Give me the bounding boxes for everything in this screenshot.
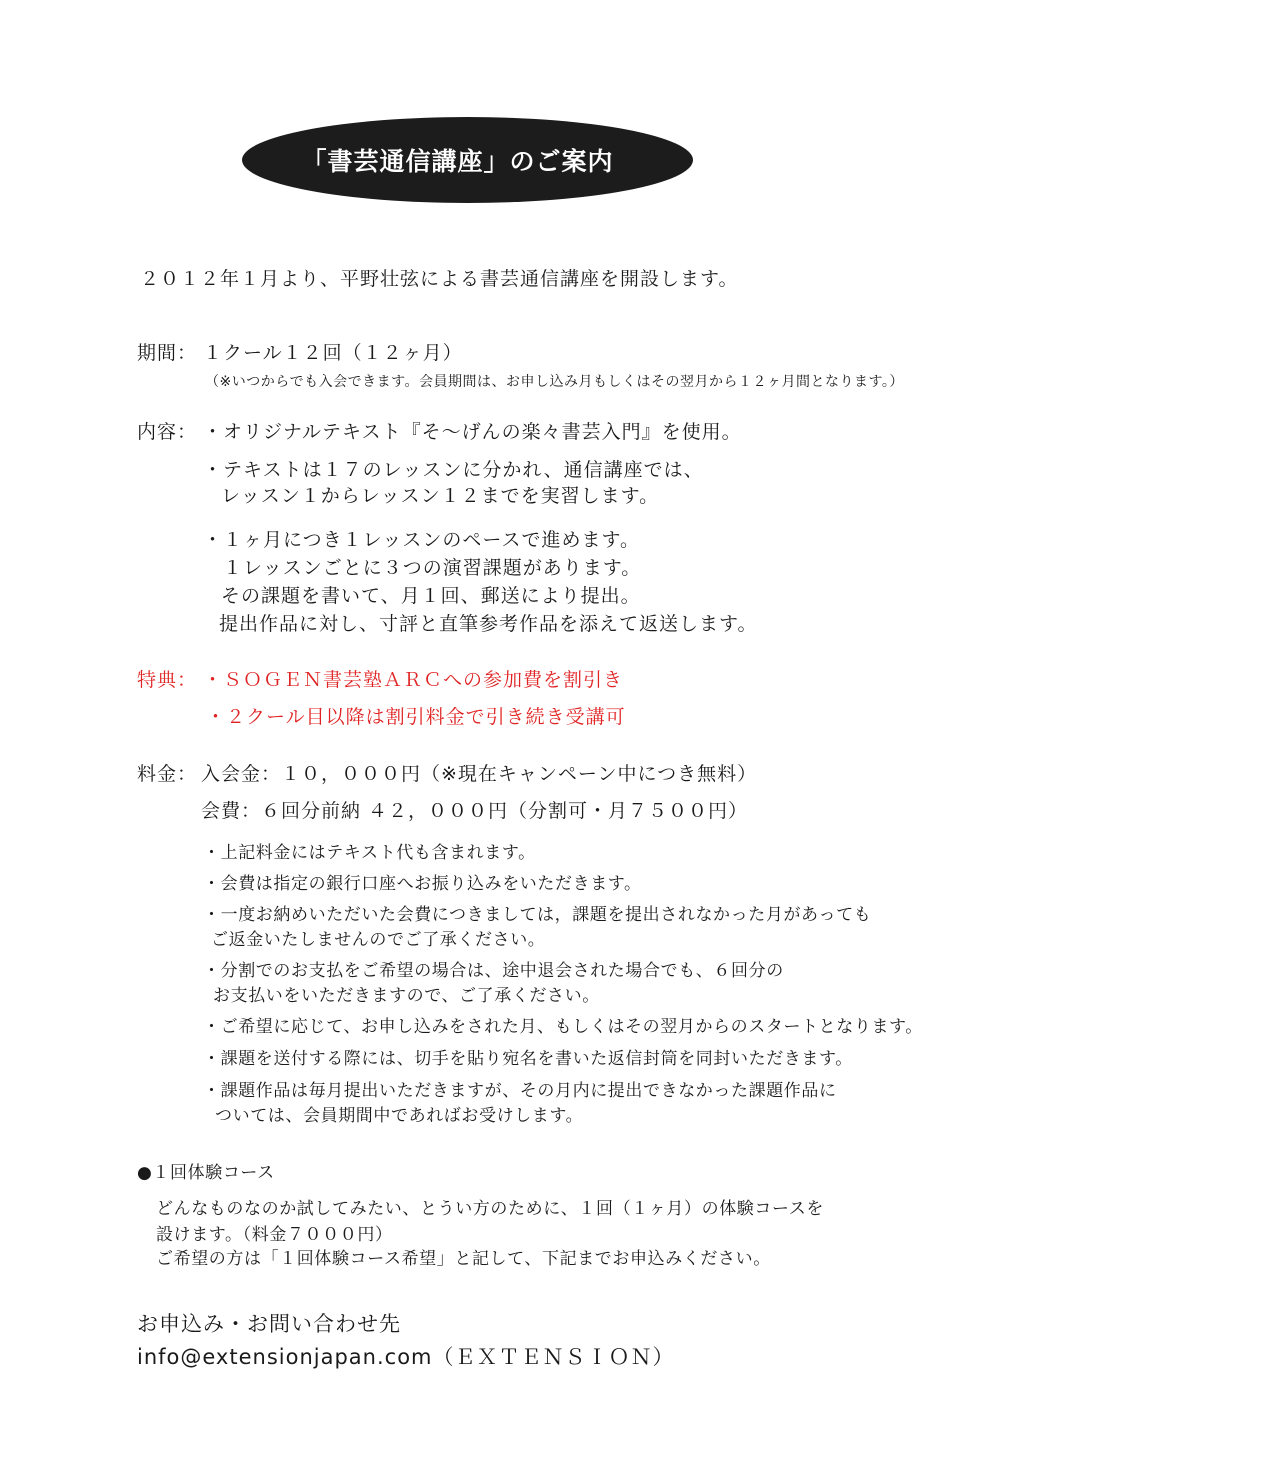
fee-note: ・分割でのお支払をご希望の場合は、途中退会された場合でも、６回分の [203,961,784,981]
content-item: 提出作品に対し、寸評と直筆参考作品を添えて返送します。 [219,613,758,635]
fee-note: お支払いをいただきますので、ご了承ください。 [213,986,600,1006]
content-item: ・オリジナルテキスト『そ〜げんの楽々書芸入門』を使用。 [203,421,742,443]
content-item: ・１ヶ月につき１レッスンのペースで進めます。 [203,529,640,551]
fee-note: ご返金いたしませんのでご了承ください。 [211,930,546,950]
fee-note: ・課題作品は毎月提出いただきますが、その月内に提出できなかった課題作品に [203,1081,837,1101]
content-item: レッスン１からレッスン１２までを実習します。 [221,485,660,507]
intro-text: ２０１２年１月より、平野壮弦による書芸通信講座を開設します。 [140,268,739,290]
trial-heading: ●１回体験コース [137,1163,275,1183]
fee-note: ついては、会員期間中であればお受けします。 [215,1106,584,1126]
fee-note: ・会費は指定の銀行口座へお振り込みをいただきます。 [203,874,642,894]
title-banner [242,117,693,203]
trial-line: 設けます。（料金７０００円） [156,1225,393,1245]
trial-line: ご希望の方は「１回体験コース希望」と記して、下記までお申込みください。 [156,1249,771,1269]
content-item: その課題を書いて、月１回、郵送により提出。 [221,585,641,607]
trial-line: どんなものなのか試してみたい、とうい方のために、１回（１ヶ月）の体験コースを [156,1199,824,1219]
period-note: （※いつからでも入会できます。会員期間は、お申し込み月もしくはその翌月から１２ヶ月間となります。） [205,374,904,390]
fee-note: ・課題を送付する際には、切手を貼り宛名を書いた返信封筒を同封いただきます。 [203,1049,853,1069]
fees-label: 料金： [137,763,198,785]
page-title: 「書芸通信講座」のご案内 [301,147,614,176]
contact-heading: お申込み・お問い合わせ先 [137,1312,401,1336]
content-item: １レッスンごとに３つの演習課題があります。 [223,557,642,579]
contact-email[interactable]: info@extensionjapan.com（ＥＸＴＥＮＳＩＯＮ） [137,1345,675,1369]
content-item: ・テキストは１７のレッスンに分かれ、通信講座では、 [203,459,704,481]
fee-note: ・ご希望に応じて、お申し込みをされた月、もしくはその翌月からのスタートとなります。 [203,1017,923,1037]
content-label: 内容： [137,421,198,443]
fee-note: ・上記料金にはテキスト代も含まれます。 [203,843,536,863]
benefits-label: 特典： [137,669,198,691]
period-label: 期間： [137,342,198,364]
fee-note: ・一度お納めいただいた会費につきましては，課題を提出されなかった月があっても [203,905,872,925]
period-value: １クール１２回（１２ヶ月） [203,342,463,364]
benefit-item: ・２クール目以降は割引料金で引き続き受講可 [206,706,626,728]
fees-entry: 入会金：１０，０００円（※現在キャンペーン中につき無料） [201,763,758,785]
fees-membership: 会費：６回分前納 ４２，０００円（分割可・月７５００円） [201,800,749,822]
benefit-item: ・ＳＯＧＥＮ書芸塾ＡＲＣへの参加費を割引き [203,669,624,691]
